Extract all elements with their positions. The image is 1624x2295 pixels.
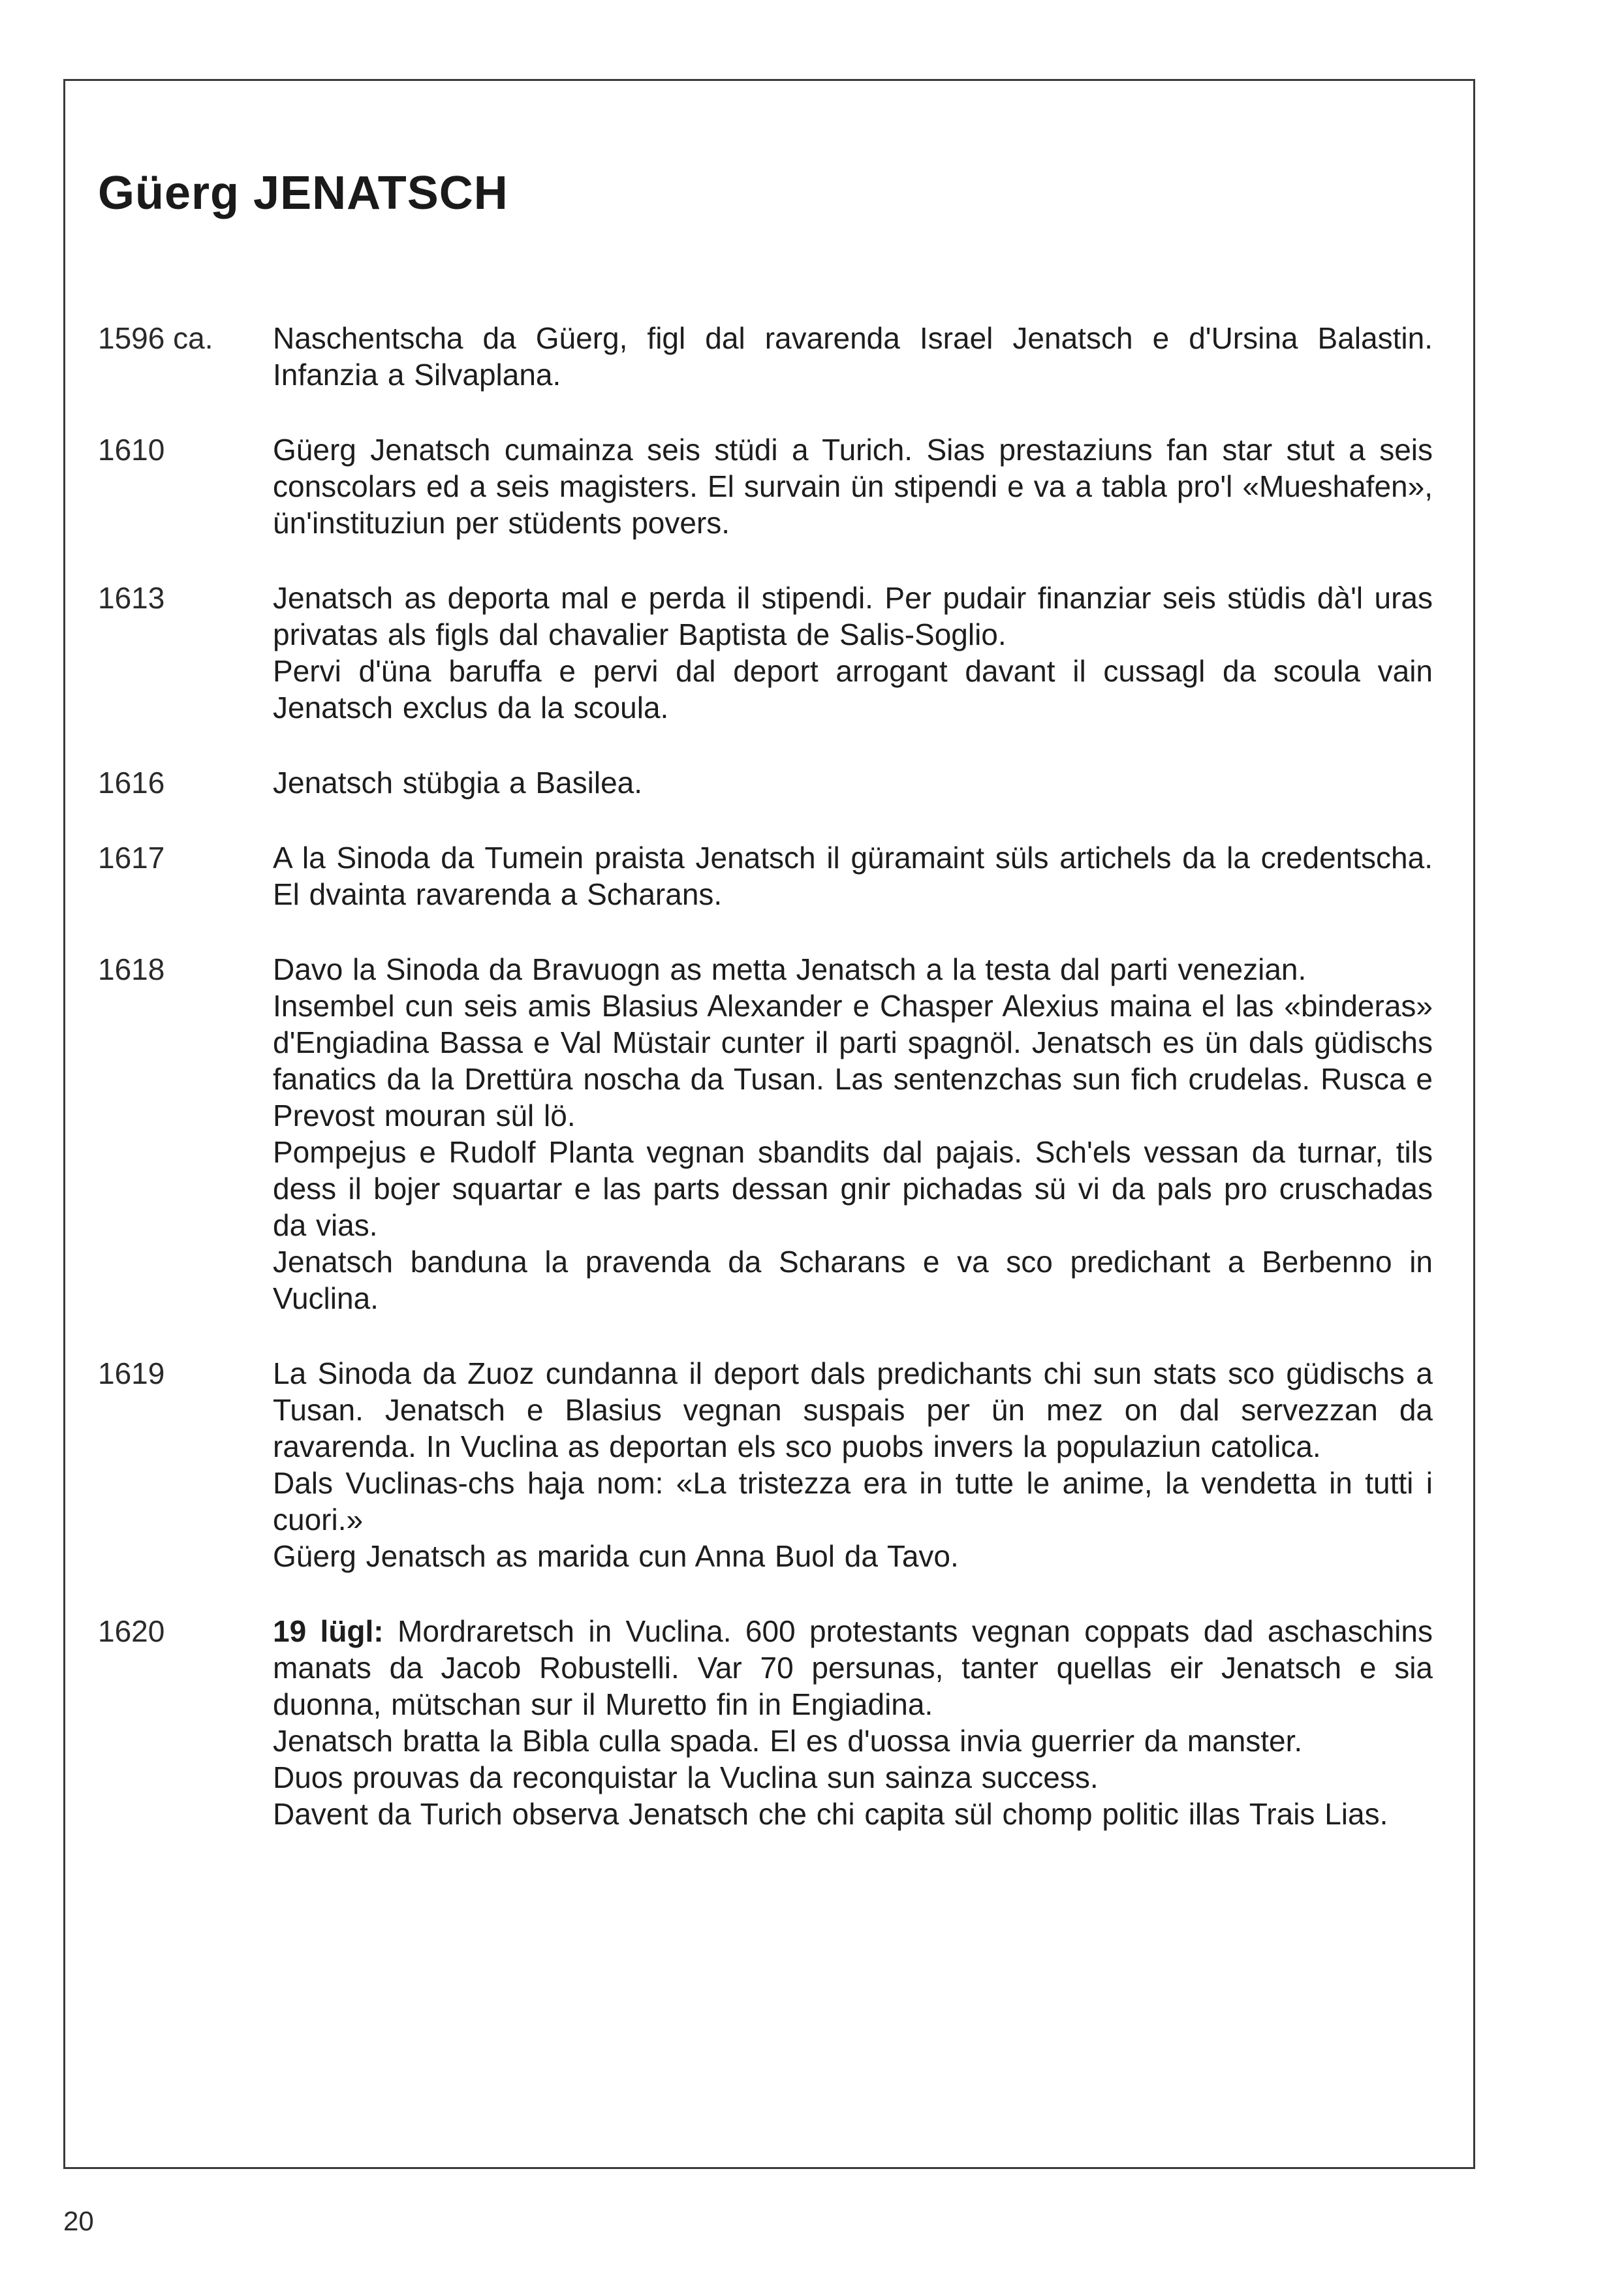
entry-paragraph-text: Mordraretsch in Vuclina. 600 protestants vegnan coppats dad aschaschins manats da Jacob Robustelli. Var 70 persunas, tanter quellas eir Jenatsch e sia duonna, mütschan sur il Muretto fin in Engiadina. <box>273 1614 1433 1721</box>
entry-year: 1616 <box>98 766 165 800</box>
page-title: Güerg JENATSCH <box>98 167 508 219</box>
entry-paragraph: Naschentscha da Güerg, figl dal ravarenda Israel Jenatsch e d'Ursina Balastin. Infanzia a Silvaplana. <box>273 321 1433 392</box>
entry-paragraph: La Sinoda da Zuoz cundanna il deport dals predichants chi sun stats sco güdischs a Tusan. Jenatsch e Blasius vegnan suspais per ün mez on dal servezzan da ravarenda. In Vuclina as deportan els sco puobs invers la populaziun catolica. <box>273 1356 1433 1463</box>
chronology-entry-1596 <box>98 320 1433 393</box>
entry-paragraph: Pervi d'üna baruffa e pervi dal deport arrogant davant il cussagl da scoula vain Jenatsch exclus da la scoula. <box>273 654 1433 725</box>
entry-text <box>273 580 1433 726</box>
chronology-entry-1616 <box>98 764 1433 801</box>
chronology-entry-1610 <box>98 431 1433 541</box>
entry-paragraph: Davo la Sinoda da Bravuogn as metta Jenatsch a la testa dal parti venezian. <box>273 952 1307 986</box>
entry-text <box>273 320 1433 393</box>
entry-date-lead: 19 lügl: <box>273 1614 384 1648</box>
entry-paragraph: Dals Vuclinas-chs haja nom: «La tristezza era in tutte le anime, la vendetta in tutti i cuori.» <box>273 1466 1433 1537</box>
entry-year: 1618 <box>98 952 165 986</box>
page-number: 20 <box>63 2206 94 2236</box>
entry-paragraph: A la Sinoda da Tumein praista Jenatsch il güramaint süls artichels da la credentscha. El dvainta ravarenda a Scharans. <box>273 841 1433 911</box>
entry-year: 1619 <box>98 1356 165 1390</box>
chronology-list <box>98 320 1433 1871</box>
chronology-entry-1613 <box>98 580 1433 726</box>
chronology-entry-1618 <box>98 951 1433 1317</box>
entry-paragraph: Jenatsch banduna la pravenda da Scharans e va sco predichant a Berbenno in Vuclina. <box>273 1245 1433 1315</box>
entry-paragraph: Davent da Turich observa Jenatsch che chi capita sül chomp politic illas Trais Lias. <box>273 1797 1388 1831</box>
entry-paragraph: Insembel cun seis amis Blasius Alexander e Chasper Alexius maina el las «binderas» d'Engiadina Bassa e Val Müstair cunter il parti spagnöl. Jenatsch es ün dals güdischs fanatics da la Drettüra noscha da Tusan. Las sentenzchas sun fich crudelas. Rusca e Prevost mouran sül lö. <box>273 989 1433 1132</box>
entry-year: 1617 <box>98 841 165 875</box>
entry-text <box>273 764 1433 801</box>
chronology-entry-1620 <box>98 1613 1433 1832</box>
entry-text <box>273 951 1433 1317</box>
entry-paragraph: Duos prouvas da reconquistar la Vuclina sun sainza success. <box>273 1760 1099 1794</box>
entry-text <box>273 431 1433 541</box>
entry-paragraph: Güerg Jenatsch cumainza seis stüdi a Turich. Sias prestaziuns fan star stut a seis conscolars ed a seis magisters. El survain ün stipendi e va a tabla pro'l «Mueshafen», ün'instituziun per stüdents povers. <box>273 433 1433 540</box>
entry-text <box>273 839 1433 913</box>
entry-paragraph <box>273 1613 1433 1723</box>
entry-paragraph: Jenatsch bratta la Bibla culla spada. El es d'uossa invia guerrier da manster. <box>273 1724 1303 1758</box>
entry-year: 1620 <box>98 1614 165 1648</box>
entry-text <box>273 1613 1433 1832</box>
chronology-entry-1617 <box>98 839 1433 913</box>
entry-year: 1610 <box>98 433 165 467</box>
entry-paragraph: Güerg Jenatsch as marida cun Anna Buol da Tavo. <box>273 1539 959 1573</box>
entry-year: 1613 <box>98 581 165 615</box>
entry-paragraph: Jenatsch as deporta mal e perda il stipendi. Per pudair finanziar seis stüdis dà'l uras privatas als figls dal chavalier Baptista de Salis-Soglio. <box>273 581 1433 651</box>
entry-paragraph: Jenatsch stübgia a Basilea. <box>273 766 643 800</box>
entry-year: 1596 ca. <box>98 321 213 355</box>
chronology-entry-1619 <box>98 1355 1433 1574</box>
entry-text <box>273 1355 1433 1574</box>
entry-paragraph: Pompejus e Rudolf Planta vegnan sbandits dal pajais. Sch'els vessan da turnar, tils dess il bojer squartar e las parts dessan gnir pichadas sü vi da pals pro cruschadas da vias. <box>273 1135 1433 1242</box>
